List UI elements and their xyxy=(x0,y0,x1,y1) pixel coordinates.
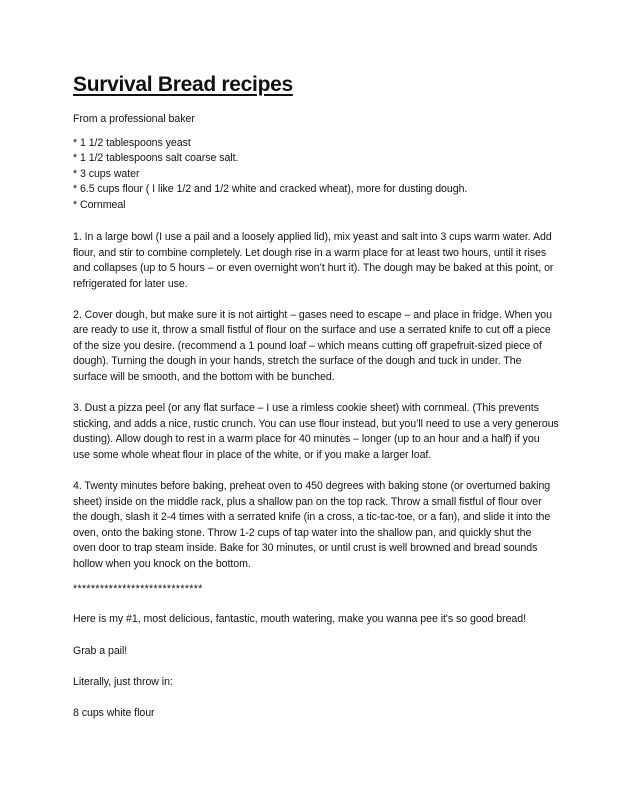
page-title: Survival Bread recipes xyxy=(73,73,293,96)
paragraph-line: hollow when you knock on the bottom. xyxy=(73,558,251,570)
paragraph-line: dough). Turning the dough in your hands, stretch the surface of the dough and tuck in under. The xyxy=(73,355,522,367)
second-recipe-line: 8 cups white flour xyxy=(73,707,155,719)
paragraph-line: the dough, slash it 2-4 times with a serrated knife (in a cross, a tic-tac-toe, or a fan), and slide it into the xyxy=(73,511,551,523)
paragraph-line: and collapses (up to 5 hours – or even overnight won’t hurt it). The dough may be baked at this point, or xyxy=(73,262,554,274)
subtitle: From a professional baker xyxy=(73,113,195,125)
ingredient-item: * 1 1/2 tablespoons yeast xyxy=(73,137,191,149)
paragraph-line: oven door to trap steam inside. Bake for 30 minutes, or until crust is well browned and bread sounds xyxy=(73,542,538,554)
ingredient-item: * 3 cups water xyxy=(73,168,140,180)
second-recipe-intro: Here is my #1, most delicious, fantastic, mouth watering, make you wanna pee it's so good bread! xyxy=(73,613,526,625)
asterisk-separator: ***************************** xyxy=(73,583,203,595)
paragraph-line: use some whole wheat flour in place of the white, or if you make a larger loaf. xyxy=(73,449,432,461)
second-recipe-line: Literally, just throw in: xyxy=(73,676,173,688)
paragraph-line: sheet) inside on the middle rack, plus a shallow pan on the top rack. Throw a small fistful of flour over xyxy=(73,496,542,508)
paragraph-line: are ready to use it, throw a small fistful of flour on the surface and use a serrated knife to cut off a piece xyxy=(73,324,551,336)
ingredient-item: * 1 1/2 tablespoons salt coarse salt. xyxy=(73,152,239,164)
paragraph-line: oven, onto the baking stone. Throw 1-2 cups of tap water into the shallow pan, and quickly shut the xyxy=(73,527,532,539)
paragraph-line: flour, and stir to combine completely. Let dough rise in a warm place for at least two hours, until it rises xyxy=(73,247,547,259)
paragraph-line: of the size you desire. (recommend a 1 pound loaf – which means cutting off grapefruit-sized piece of xyxy=(73,340,542,352)
paragraph-line: 2. Cover dough, but make sure it is not airtight – gases need to escape – and place in fridge. When you xyxy=(73,309,552,321)
paragraph-line: 3. Dust a pizza peel (or any flat surface – I use a rimless cookie sheet) with cornmeal. (This prevents xyxy=(73,402,539,414)
paragraph-line: refrigerated for later use. xyxy=(73,278,188,290)
paragraph-line: 4. Twenty minutes before baking, preheat oven to 450 degrees with baking stone (or overturned baking xyxy=(73,480,551,492)
paragraph-line: 1. In a large bowl (I use a pail and a loosely applied lid), mix yeast and salt into 3 cups warm water. Add xyxy=(73,231,552,243)
paragraph-line: dusting). Allow dough to rest in a warm place for 40 minutes – longer (up to an hour and a half) if you xyxy=(73,433,540,445)
paragraph-line: surface will be smooth, and the bottom with be bunched. xyxy=(73,371,335,383)
ingredient-item: * 6.5 cups flour ( I like 1/2 and 1/2 white and cracked wheat), more for dusting dough. xyxy=(73,183,468,195)
paragraph-line: sticking, and adds a nice, rustic crunch. You can use flour instead, but you’ll need to use a very generous xyxy=(73,418,559,430)
second-recipe-line: Grab a pail! xyxy=(73,645,128,657)
ingredient-item: * Cornmeal xyxy=(73,199,126,211)
